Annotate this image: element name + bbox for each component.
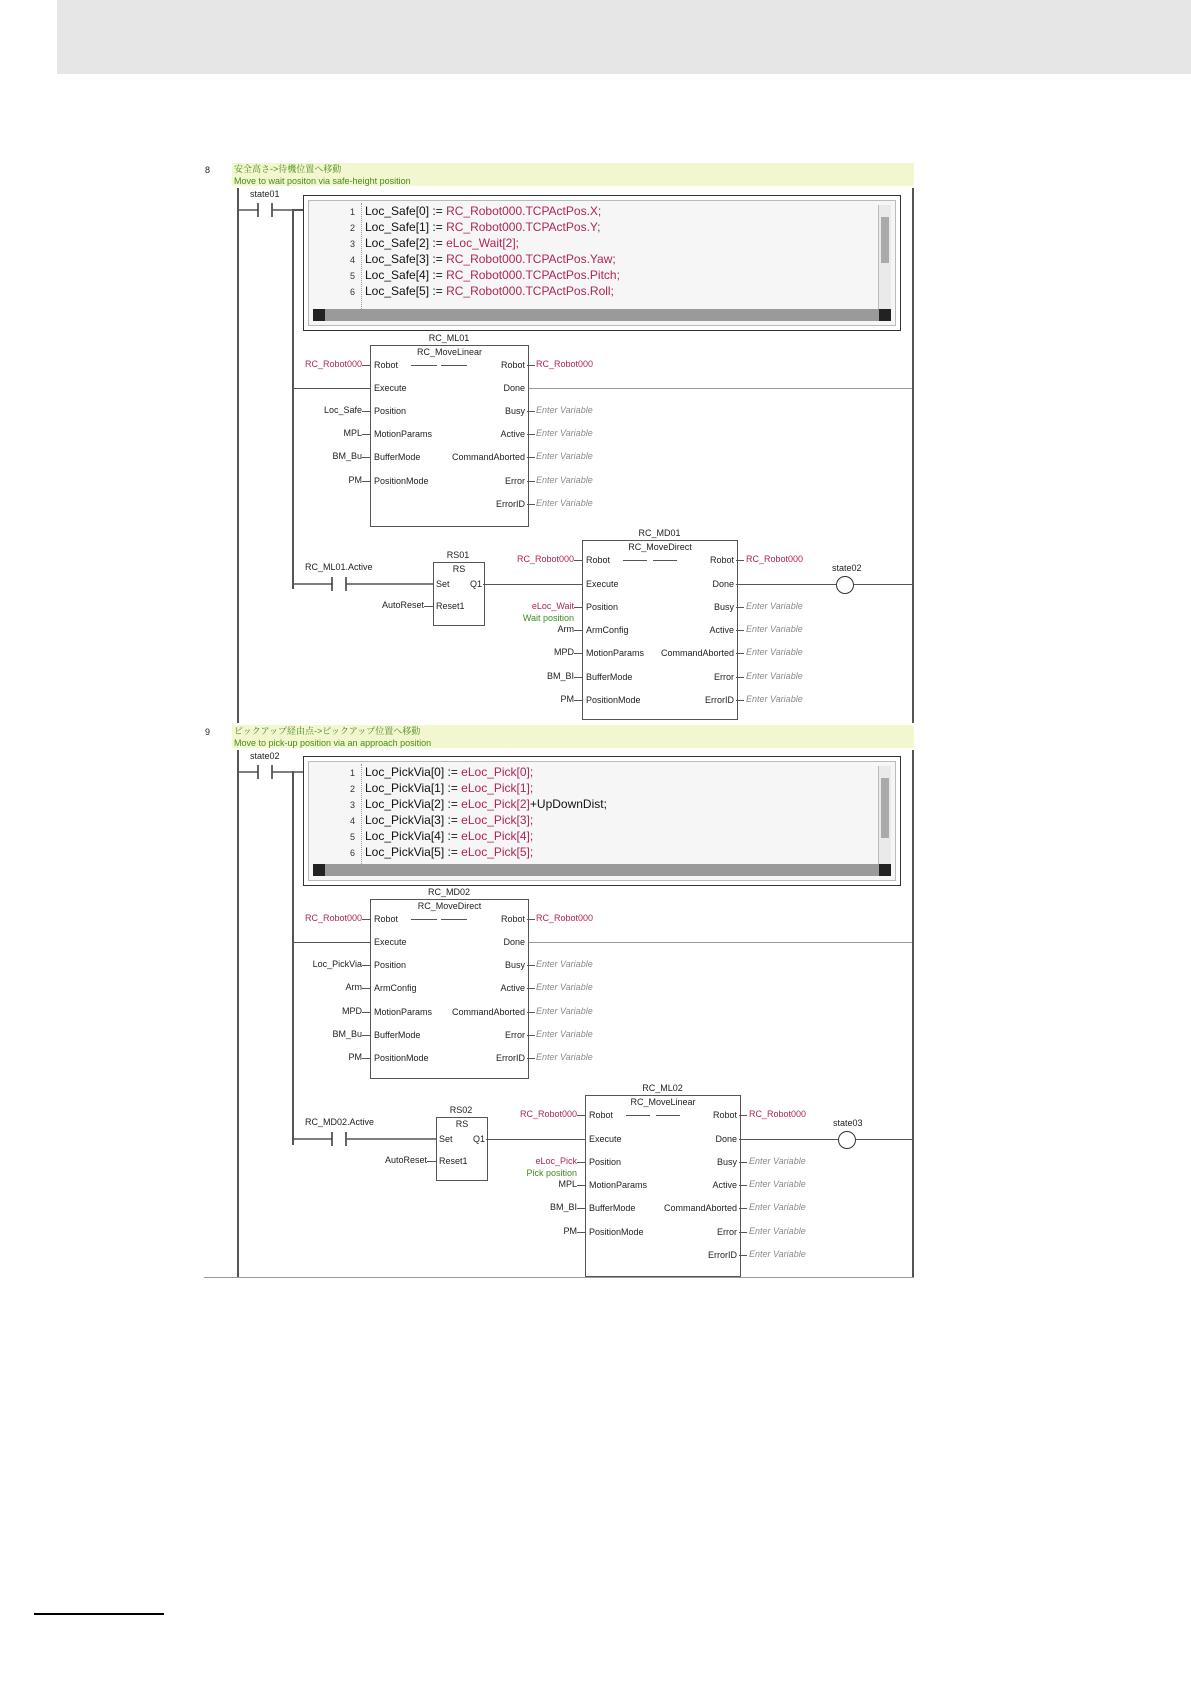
wire — [527, 919, 535, 920]
left-power-rail — [237, 188, 239, 723]
pin-positionmode: PositionMode — [589, 1227, 644, 1237]
wire — [736, 607, 744, 608]
arg-active[interactable]: Enter Variable — [746, 624, 803, 634]
pin-q1: Q1 — [469, 579, 482, 589]
arg-busy[interactable]: Enter Variable — [746, 601, 803, 611]
arg-active[interactable]: Enter Variable — [536, 428, 593, 438]
wire — [292, 942, 370, 943]
st-line: 4 Loc_PickVia[3] := eLoc_Pick[3]; — [349, 813, 534, 827]
wire — [427, 1161, 436, 1162]
pin-robot-in: Robot — [589, 1110, 614, 1120]
footer-rule — [34, 1613, 164, 1615]
arg-robot-in[interactable]: RC_Robot000 — [304, 359, 362, 369]
pin-robot-out: Robot — [500, 360, 525, 370]
branch-line — [292, 771, 294, 1145]
pin-armconfig: ArmConfig — [586, 625, 629, 635]
fb-instance: RC_MD01 — [638, 528, 681, 538]
st-line: 2 Loc_Safe[1] := RC_Robot000.TCPActPos.Y; — [349, 220, 601, 234]
arg-autoreset[interactable]: AutoReset — [384, 1155, 427, 1165]
st-line: 4 Loc_Safe[3] := RC_Robot000.TCPActPos.Yaw; — [349, 252, 616, 266]
pin-positionmode: PositionMode — [586, 695, 641, 705]
fb-robot-link — [441, 919, 467, 920]
fb-robot-link — [411, 365, 437, 366]
pin-errorid: ErrorID — [705, 695, 734, 705]
arg-robot-out[interactable]: RC_Robot000 — [536, 359, 594, 369]
wire — [736, 653, 744, 654]
pin-motionparams: MotionParams — [586, 648, 645, 658]
wire — [362, 457, 370, 458]
pin-execute: Execute — [586, 579, 619, 589]
fb-instance: RC_MD02 — [427, 887, 470, 897]
pin-done: Done — [503, 937, 525, 947]
rs-block[interactable] — [436, 1117, 488, 1181]
fb-robot-link — [626, 1115, 650, 1116]
position-comment: Pick position — [526, 1168, 577, 1178]
rs-type: RS — [455, 1119, 469, 1129]
wire — [739, 1162, 747, 1163]
pin-robot-out: Robot — [712, 1110, 737, 1120]
pin-position: Position — [374, 960, 407, 970]
pin-error: Error — [505, 1030, 525, 1040]
pin-robot-out: Robot — [500, 914, 525, 924]
fb-type: RC_MoveDirect — [628, 542, 692, 552]
fb-instance: RC_ML02 — [642, 1083, 683, 1093]
wire — [739, 1208, 747, 1209]
wire — [574, 677, 582, 678]
wire — [527, 1035, 535, 1036]
pin-buffermode: BufferMode — [374, 1030, 421, 1040]
arg-errorid[interactable]: Enter Variable — [536, 1052, 593, 1062]
pin-commandaborted: CommandAborted — [451, 452, 525, 462]
pin-commandaborted: CommandAborted — [451, 1007, 525, 1017]
rung-title-jp: 安全高さ->待機位置へ移動 — [234, 164, 342, 174]
rung-title-jp: ピックアップ経由点->ピックアップ位置へ移動 — [234, 726, 421, 736]
inline-st-box[interactable] — [303, 195, 901, 331]
pin-active: Active — [712, 1180, 737, 1190]
pin-motionparams: MotionParams — [374, 1007, 433, 1017]
arg-errorid[interactable]: Enter Variable — [746, 694, 803, 704]
arg-positionmode[interactable]: PM — [348, 475, 362, 485]
arg-error[interactable]: Enter Variable — [536, 475, 593, 485]
function-block-move-direct[interactable] — [370, 899, 529, 1079]
wire — [574, 653, 582, 654]
st-line: 3 Loc_PickVia[2] := eLoc_Pick[2]+UpDownDist; — [349, 797, 607, 811]
contact-label: state02 — [250, 751, 280, 761]
pin-buffermode: BufferMode — [586, 672, 633, 682]
arg-motionparams[interactable]: MPD — [554, 647, 574, 657]
pin-active: Active — [500, 429, 525, 439]
function-block-move-direct[interactable] — [582, 540, 738, 720]
pin-busy: Busy — [713, 602, 734, 612]
wire — [574, 700, 582, 701]
st-line: 6 Loc_Safe[5] := RC_Robot000.TCPActPos.Roll; — [349, 284, 614, 298]
wire — [527, 434, 535, 435]
fb-robot-link — [656, 1115, 680, 1116]
vertical-scrollbar[interactable] — [878, 205, 891, 309]
pin-execute: Execute — [374, 937, 407, 947]
rung-number: 9 — [205, 727, 211, 737]
pin-motionparams: MotionParams — [374, 429, 433, 439]
arg-buffermode[interactable]: BM_Bu — [332, 1029, 362, 1039]
rs-instance: RS02 — [449, 1105, 473, 1115]
contact-label: state01 — [250, 189, 280, 199]
pin-busy: Busy — [504, 960, 525, 970]
contact-label: RC_MD02.Active — [305, 1117, 375, 1127]
fb-type: RC_MoveLinear — [416, 347, 483, 357]
wire — [739, 1185, 747, 1186]
vertical-scrollbar[interactable] — [878, 766, 891, 864]
pin-busy: Busy — [716, 1157, 737, 1167]
arg-busy[interactable]: Enter Variable — [536, 959, 593, 969]
arg-commandaborted[interactable]: Enter Variable — [746, 647, 803, 657]
horizontal-scrollbar[interactable] — [313, 864, 891, 876]
wire — [577, 1185, 585, 1186]
horizontal-scrollbar[interactable] — [313, 309, 891, 321]
arg-motionparams[interactable]: MPL — [558, 1179, 577, 1189]
contact-label: RC_ML01.Active — [305, 562, 373, 572]
wire — [577, 1232, 585, 1233]
wire — [527, 1012, 535, 1013]
rung-number: 8 — [205, 165, 211, 175]
pin-done: Done — [715, 1134, 737, 1144]
st-line: 2 Loc_PickVia[1] := eLoc_Pick[1]; — [349, 781, 534, 795]
arg-motionparams[interactable]: MPD — [342, 1006, 362, 1016]
arg-buffermode[interactable]: BM_BI — [549, 1202, 577, 1212]
pin-execute: Execute — [374, 383, 407, 393]
arg-active[interactable]: Enter Variable — [536, 982, 593, 992]
pin-active: Active — [500, 983, 525, 993]
arg-autoreset[interactable]: AutoReset — [381, 600, 424, 610]
wire — [527, 411, 535, 412]
wire — [527, 481, 535, 482]
pin-commandaborted: CommandAborted — [660, 648, 734, 658]
bottom-rule — [204, 1277, 914, 1278]
wire — [362, 919, 370, 920]
scroll-left-icon[interactable] — [313, 864, 325, 876]
fb-type: RC_MoveLinear — [630, 1097, 696, 1107]
wire — [574, 630, 582, 631]
st-editor[interactable] — [308, 200, 896, 326]
fb-robot-link — [623, 560, 647, 561]
inline-st-box[interactable] — [303, 756, 901, 886]
arg-robot-in[interactable]: RC_Robot000 — [304, 913, 362, 923]
wire — [574, 607, 582, 608]
wire — [527, 365, 535, 366]
wire — [362, 365, 370, 366]
wire — [362, 1035, 370, 1036]
pin-armconfig: ArmConfig — [374, 983, 417, 993]
wire — [527, 988, 535, 989]
wire — [739, 1115, 747, 1116]
arg-buffermode[interactable]: BM_Bu — [332, 451, 362, 461]
arg-motionparams[interactable]: MPL — [343, 428, 362, 438]
pin-robot-in: Robot — [586, 555, 611, 565]
st-editor[interactable] — [308, 761, 896, 881]
pin-robot-out: Robot — [709, 555, 734, 565]
arg-positionmode[interactable]: PM — [560, 694, 574, 704]
arg-error[interactable]: Enter Variable — [536, 1029, 593, 1039]
wire — [736, 677, 744, 678]
wire — [424, 606, 433, 607]
st-line: 1 Loc_PickVia[0] := eLoc_Pick[0]; — [349, 765, 534, 779]
arg-positionmode[interactable]: PM — [348, 1052, 362, 1062]
arg-robot-out[interactable]: RC_Robot000 — [536, 913, 594, 923]
pin-execute: Execute — [589, 1134, 622, 1144]
st-line: 6 Loc_PickVia[5] := eLoc_Pick[5]; — [349, 845, 534, 859]
rung-title-en: Move to pick-up position via an approach position — [234, 738, 432, 748]
st-line: 1 Loc_Safe[0] := RC_Robot000.TCPActPos.X; — [349, 204, 602, 218]
wire — [739, 1255, 747, 1256]
arg-robot-in[interactable]: RC_Robot000 — [516, 554, 574, 564]
arg-robot-in[interactable]: RC_Robot000 — [519, 1109, 577, 1119]
scroll-right-icon[interactable] — [879, 864, 891, 876]
branch-line — [292, 209, 294, 589]
arg-error[interactable]: Enter Variable — [746, 671, 803, 681]
no-contact-icon[interactable] — [292, 576, 436, 592]
wire — [362, 1012, 370, 1013]
arg-errorid[interactable]: Enter Variable — [536, 498, 593, 508]
st-line: 5 Loc_PickVia[4] := eLoc_Pick[4]; — [349, 829, 534, 843]
pin-position: Position — [374, 406, 407, 416]
pin-active: Active — [709, 625, 734, 635]
arg-position[interactable]: Loc_Safe — [323, 405, 362, 415]
arg-commandaborted[interactable]: Enter Variable — [536, 451, 593, 461]
pin-buffermode: BufferMode — [589, 1203, 636, 1213]
scroll-thumb[interactable] — [881, 778, 889, 838]
scroll-left-icon[interactable] — [313, 309, 325, 321]
rung-title-en: Move to wait positon via safe-height position — [234, 176, 411, 186]
wire — [856, 1139, 912, 1140]
pin-positionmode: PositionMode — [374, 1053, 429, 1063]
wire — [527, 457, 535, 458]
position-comment: Wait position — [522, 613, 574, 623]
wire — [577, 1115, 585, 1116]
arg-positionmode[interactable]: PM — [563, 1226, 577, 1236]
left-power-rail — [237, 750, 239, 1278]
wire — [577, 1208, 585, 1209]
pin-reset: Reset1 — [439, 1156, 468, 1166]
no-contact-icon[interactable] — [238, 764, 304, 780]
wire — [362, 1058, 370, 1059]
pin-busy: Busy — [504, 406, 525, 416]
pin-error: Error — [505, 476, 525, 486]
wire — [739, 1232, 747, 1233]
wire — [486, 1139, 585, 1140]
coil-label: state02 — [832, 563, 862, 573]
pin-buffermode: BufferMode — [374, 452, 421, 462]
pin-position: Position — [589, 1157, 622, 1167]
wire — [736, 700, 744, 701]
wire — [736, 584, 836, 585]
output-coil-icon[interactable] — [836, 576, 854, 594]
right-power-rail — [912, 750, 914, 1278]
right-power-rail — [912, 188, 914, 723]
wire — [739, 1139, 838, 1140]
wire — [527, 504, 535, 505]
pin-set: Set — [436, 579, 450, 589]
pin-commandaborted: CommandAborted — [663, 1203, 737, 1213]
arg-commandaborted[interactable]: Enter Variable — [536, 1006, 593, 1016]
fb-robot-link — [441, 365, 467, 366]
pin-done: Done — [712, 579, 734, 589]
arg-armconfig[interactable]: Arm — [557, 624, 574, 634]
arg-robot-out[interactable]: RC_Robot000 — [749, 1109, 807, 1119]
wire — [362, 965, 370, 966]
arg-armconfig[interactable]: Arm — [345, 982, 362, 992]
rs-type: RS — [452, 564, 466, 574]
wire — [362, 988, 370, 989]
wire — [483, 584, 583, 585]
st-line: 5 Loc_Safe[4] := RC_Robot000.TCPActPos.Pitch; — [349, 268, 620, 282]
arg-position[interactable]: eLoc_Wait — [531, 601, 574, 611]
pin-positionmode: PositionMode — [374, 476, 429, 486]
arg-active[interactable]: Enter Variable — [749, 1179, 806, 1189]
wire — [527, 965, 535, 966]
pin-motionparams: MotionParams — [589, 1180, 648, 1190]
pin-done: Done — [503, 383, 525, 393]
wire — [362, 481, 370, 482]
pin-position: Position — [586, 602, 619, 612]
arg-robot-out[interactable]: RC_Robot000 — [746, 554, 804, 564]
arg-position[interactable]: Loc_PickVia — [312, 959, 362, 969]
wire — [527, 1058, 535, 1059]
no-contact-icon[interactable] — [292, 1131, 436, 1147]
wire — [362, 434, 370, 435]
fb-robot-link — [653, 560, 677, 561]
rs-block[interactable] — [433, 562, 485, 626]
wire — [854, 584, 912, 585]
wire — [574, 560, 582, 561]
arg-busy[interactable]: Enter Variable — [536, 405, 593, 415]
pin-error: Error — [714, 672, 734, 682]
function-block-move-linear[interactable] — [585, 1095, 741, 1277]
pin-errorid: ErrorID — [708, 1250, 737, 1260]
function-block-move-linear[interactable] — [370, 345, 529, 527]
pin-set: Set — [439, 1134, 453, 1144]
pin-robot-in: Robot — [374, 914, 399, 924]
wire — [736, 560, 744, 561]
arg-busy[interactable]: Enter Variable — [749, 1156, 806, 1166]
coil-label: state03 — [833, 1118, 863, 1128]
arg-commandaborted[interactable]: Enter Variable — [749, 1202, 806, 1212]
st-line: 3 Loc_Safe[2] := eLoc_Wait[2]; — [349, 236, 519, 250]
wire — [736, 630, 744, 631]
wire — [577, 1162, 585, 1163]
fb-type: RC_MoveDirect — [417, 901, 482, 911]
wire — [292, 388, 370, 389]
pin-errorid: ErrorID — [496, 499, 525, 509]
arg-buffermode[interactable]: BM_BI — [546, 671, 574, 681]
scroll-thumb[interactable] — [881, 217, 889, 263]
pin-error: Error — [717, 1227, 737, 1237]
pin-errorid: ErrorID — [496, 1053, 525, 1063]
arg-position[interactable]: eLoc_Pick — [535, 1156, 577, 1166]
fb-robot-link — [411, 919, 437, 920]
arg-errorid[interactable]: Enter Variable — [749, 1249, 806, 1259]
arg-error[interactable]: Enter Variable — [749, 1226, 806, 1236]
scroll-right-icon[interactable] — [879, 309, 891, 321]
output-coil-icon[interactable] — [838, 1131, 856, 1149]
page-header-band — [57, 0, 1191, 74]
fb-instance: RC_ML01 — [428, 333, 470, 343]
pin-robot-in: Robot — [374, 360, 399, 370]
rs-instance: RS01 — [446, 550, 470, 560]
pin-q1: Q1 — [472, 1134, 485, 1144]
wire — [362, 411, 370, 412]
pin-reset: Reset1 — [436, 601, 465, 611]
